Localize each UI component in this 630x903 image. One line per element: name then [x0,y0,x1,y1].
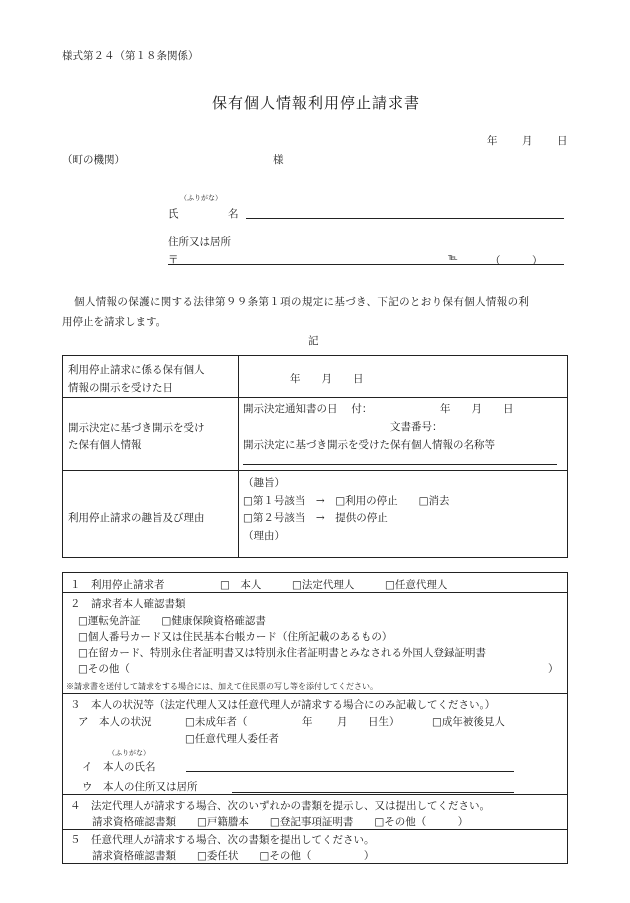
purpose-option-2[interactable]: □第２号該当 → 提供の停止 [243,512,388,524]
reason-heading: （理由） [243,530,285,542]
principal-status-label: ア 本人の状況 [78,716,152,728]
requester-furigana: （ふりがな） [180,194,222,202]
document-title: 保有個人情報利用停止請求書 [212,94,421,112]
principal-name-label: イ 本人の氏名 [82,761,156,773]
id-doc-option-other[interactable]: □その他（ [78,663,130,675]
section-1-heading: １ 利用停止請求者 [70,579,165,591]
principal-address-field-line[interactable] [232,792,514,793]
name-label-2: 名 [228,208,239,220]
id-doc-option-1[interactable]: □運転免許証 □健康保険資格確認書 [78,615,266,627]
section-2-heading: ２ 請求者本人確認書類 [70,598,186,610]
intro-line-1: 個人情報の保護に関する法律第９９条第１項の規定に基づき、下記のとおり保有個人情報の利 [74,296,530,308]
purpose-option-1[interactable]: □第１号該当 → □利用の停止 □消去 [243,495,450,507]
notice-date-field[interactable]: 年 月 日 [440,403,514,415]
birth-month-unit: 月 [337,716,348,728]
table2-divider-1 [62,592,567,593]
table2-divider-4 [62,829,567,830]
r1-label-1: 利用停止請求に係る保有個人 [68,364,205,376]
legal-rep-docs[interactable]: 請求資格確認書類 □戸籍謄本 □登記事項証明書 □その他（ ） [92,816,469,828]
id-doc-other-close: ） [548,663,559,675]
birth-year-unit: 年 [302,716,313,728]
section-5-heading: ５ 任意代理人が請求する場合、次の書類を提出してください。 [70,834,375,846]
requester-type-self[interactable]: □ 本人 [220,579,262,591]
r1-label-2: 情報の開示を受けた日 [68,382,173,394]
principal-address-label: ウ 本人の住所又は居所 [82,781,198,793]
postal-mark: 〒 [168,254,179,266]
purpose-heading: （趣旨） [243,477,285,489]
doc-number-label: 文書番号： [390,421,443,433]
status-delegator-option[interactable]: □任意代理人委任者 [185,733,279,745]
r2-label-1: 開示決定に基づき開示を受け [68,422,205,434]
address-label: 住所又は居所 [168,236,231,248]
section-3-heading: ３ 本人の状況等（法定代理人又は任意代理人が請求する場合にのみ記載してください。） [70,699,496,711]
section-4-heading: ４ 法定代理人が請求する場合、次のいずれかの書類を提示し、又は提出してください。 [70,800,490,812]
principal-name-field-line[interactable] [186,771,514,772]
table1-row-divider-2 [62,470,567,471]
addressee-honorific: 様 [273,154,284,166]
tel-parens: （ ） [490,255,543,267]
status-adult-ward-option[interactable]: □成年被後見人 [432,716,505,728]
voluntary-rep-docs[interactable]: 請求資格確認書類 □委任状 □その他（ ） [92,850,375,862]
name-field-line[interactable] [246,218,564,219]
mailing-note: ※請求書を送付して請求をする場合には、加えて住民票の写し等を添付してください。 [66,682,378,691]
disclosure-date-field[interactable]: 年 月 日 [290,373,364,385]
date-year: 年 [487,135,498,147]
id-doc-option-3[interactable]: □在留カード、特別永住者証明書又は特別永住者証明書とみなされる外国人登録証明書 [78,647,486,659]
table2-divider-3 [62,794,567,795]
tel-mark: ℡ [448,253,458,263]
table1-divider [238,355,239,557]
name-label-1: 氏 [168,208,179,220]
principal-furigana: （ふりがな） [108,749,150,757]
status-minor-option[interactable]: □未成年者（ [185,716,248,728]
date-month: 月 [522,135,533,147]
form-number: 様式第２４（第１８条関係） [62,50,199,62]
requester-type-voluntary[interactable]: □任意代理人 [385,579,448,591]
ki-mark: 記 [308,335,319,347]
r2-label-2: た保有個人情報 [68,439,142,451]
address-field-line[interactable] [168,264,564,265]
id-doc-option-2[interactable]: □個人番号カード又は住民基本台帳カード（住所記載のあるもの） [78,631,393,643]
addressee-office: （町の機関） [62,154,125,166]
info-name-field-line[interactable] [243,464,557,465]
r3-label: 利用停止請求の趣旨及び理由 [68,512,205,524]
notice-date-label: 開示決定通知書の日 付： [243,403,373,415]
info-name-label: 開示決定に基づき開示を受けた保有個人情報の名称等 [243,439,495,451]
table1-row-divider-1 [62,397,567,398]
intro-line-2: 用停止を請求します。 [62,316,167,328]
table2-divider-2 [62,693,567,694]
birth-day-unit: 日生） [368,716,400,728]
date-day: 日 [557,135,568,147]
requester-type-legal[interactable]: □法定代理人 [292,579,355,591]
